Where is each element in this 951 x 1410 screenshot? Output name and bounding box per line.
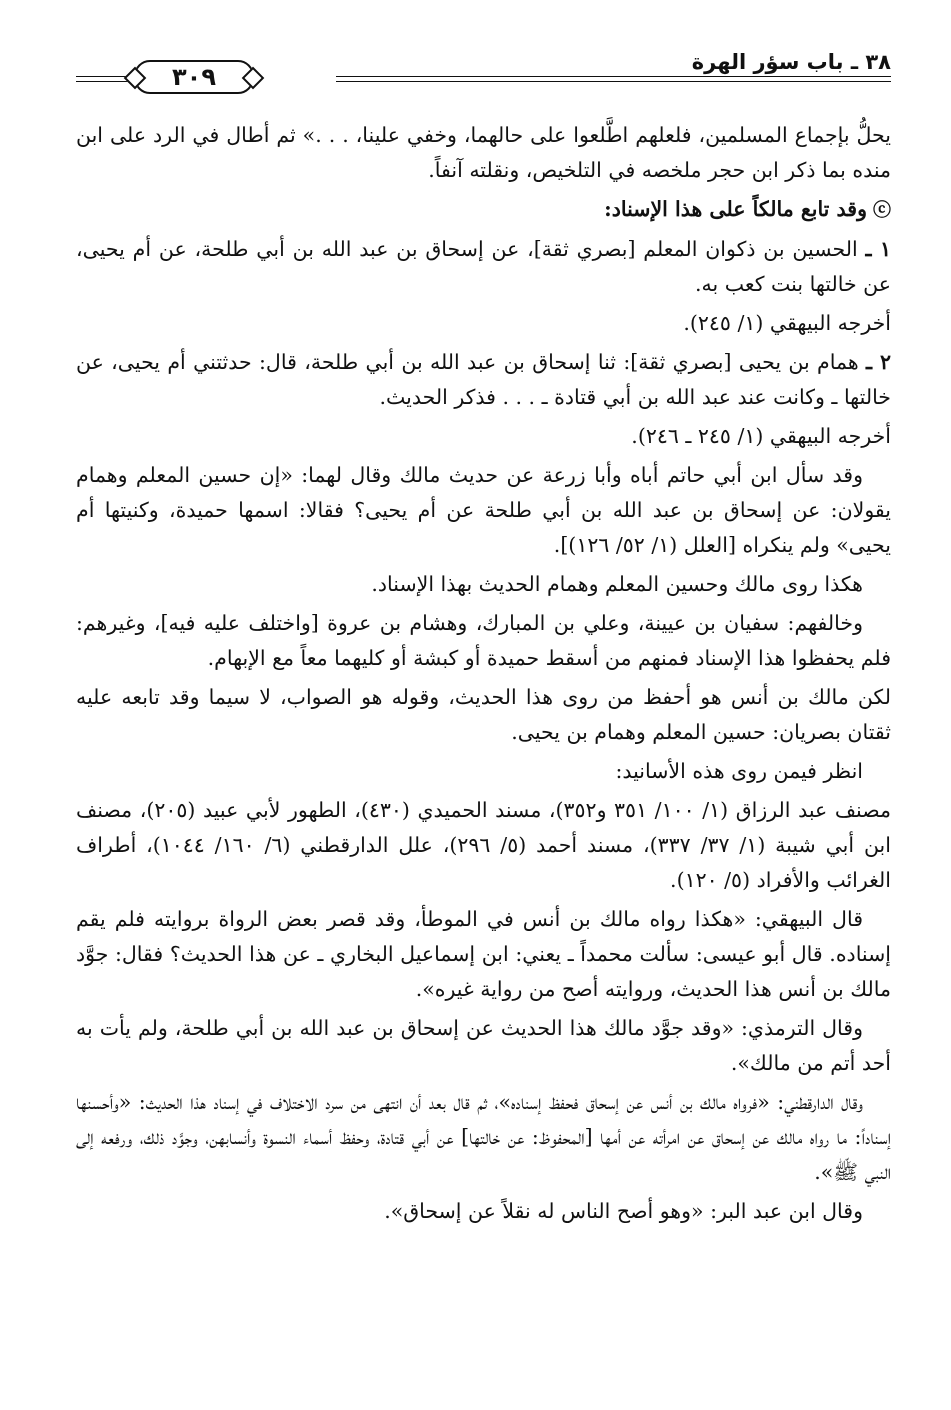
list-item <box>76 232 891 302</box>
header-rule <box>76 76 128 77</box>
paragraph: لكن مالك بن أنس هو أحفظ من روى هذا الحديث، وقوله هو الصواب، لا سيما وقد تابعه عليه ثقتان بصريان: حسين المعلم وهمام بن يحيى. <box>76 685 891 744</box>
item-number: ١ ـ <box>865 237 891 261</box>
paragraph: مصنف عبد الرزاق (١/ ١٠٠/ ٣٥١ و٣٥٢)، مسند الحميدي (٤٣٠)، الطهور لأبي عبيد (٢٠٥)، مصنف ابن أبي شيبة (١/ ٣٧/ ٣٣٧)، مسند أحمد (٥/ ٢٩٦)، علل الدارقطني (٦/ ١٦٠/ ١٠٤٤)، أطراف الغرائب والأفراد (٥/ ١٢٠). <box>76 798 891 892</box>
paragraph: وخالفهم: سفيان بن عيينة، وعلي بن المبارك، وهشام بن عروة [واختلف عليه فيه]، وغيرهم: فلم يحفظوا هذا الإسناد فمنهم من أسقط حميدة أو كبشة أو كليهما معاً مع الإبهام. <box>76 611 891 670</box>
paragraph: وقال الترمذي: «وقد جوَّد مالك هذا الحديث عن إسحاق بن عبد الله بن أبي طلحة، ولم يأت به أحد أتم من مالك». <box>76 1016 891 1075</box>
book-page <box>76 40 891 1400</box>
paragraph: يحلُّ بإجماع المسلمين، فلعلهم اطَّلعوا على حالهما، وخفي علينا، . . .» ثم أطال في الرد على ابن منده بما ذكر ابن حجر ملخصه في التلخيص، ونقلته آنفاً. <box>76 123 891 182</box>
paragraph: انظر فيمن روى هذه الأسانيد: <box>615 759 863 783</box>
section-heading <box>76 192 891 228</box>
heading-text: وقد تابع مالكاً على هذا الإسناد: <box>604 197 867 221</box>
source-citation: أخرجه البيهقي (١/ ٢٤٥ ـ ٢٤٦). <box>631 424 891 448</box>
paragraph: وقال ابن عبد البر: «وهو أصح الناس له نقلاً عن إسحاق». <box>384 1199 863 1223</box>
page-body <box>76 118 891 1229</box>
item-number: ٢ ـ <box>866 350 891 374</box>
paragraph: هكذا روى مالك وحسين المعلم وهمام الحديث بهذا الإسناد. <box>371 572 863 596</box>
paragraph: وقال الدارقطني: «فرواه مالك بن أنس عن إسحاق فحفظ إسناده»، ثم قال بعد أن انتهى من سرد الاختلاف في إسناد هذا الحديث: «وأحسنها إسناداً: ما رواه مالك عن إسحاق عن امرأته عن أمها [المحفوظ: عن خالتها] عن أبي قتادة، وحفظ أسماء النسوة وأنسابهن، وجوَّد ذلك، ورفعه إلى النبي ﷺ». <box>76 1090 891 1184</box>
header-rule <box>76 81 128 82</box>
source-citation: أخرجه البيهقي (١/ ٢٤٥). <box>683 311 891 335</box>
chapter-title: ٣٨ ـ باب سؤر الهرة <box>691 50 891 74</box>
header-rule <box>336 81 891 82</box>
item-text: الحسين بن ذكوان المعلم [بصري ثقة]، عن إسحاق بن عبد الله بن أبي طلحة، عن أم يحيى، عن خالتها بنت كعب به. <box>76 237 891 296</box>
list-item <box>76 345 891 415</box>
page-number: ٣٠٩ <box>134 60 254 94</box>
header-rule <box>336 76 891 77</box>
page-header <box>76 40 891 96</box>
paragraph: قال البيهقي: «هكذا رواه مالك بن أنس في الموطأ، وقد قصر بعض الرواة بروايته فلم يقم إسناده. قال أبو عيسى: سألت محمداً ـ يعني: ابن إسماعيل البخاري ـ عن هذا الحديث؟ فقال: جوَّد مالك بن أنس هذا الحديث، وروايته أصح من رواية غيره». <box>76 907 891 1001</box>
paragraph: وقد سأل ابن أبي حاتم أباه وأبا زرعة عن حديث مالك وقال لهما: «إن حسين المعلم وهمام يقولان: عن إسحاق بن عبد الله بن أبي طلحة عن أم يحيى؟ فقالا: اسمها حميدة، وكنيتها أم يحيى» ولم ينكراه [العلل (١/ ٥٢/ ١٢٦)]. <box>76 463 891 557</box>
heading-bullet-icon: ⓒ <box>873 200 891 221</box>
item-text: همام بن يحيى [بصري ثقة]: ثنا إسحاق بن عبد الله بن أبي طلحة، قال: حدثتني أم يحيى، عن خالتها ـ وكانت عند عبد الله بن أبي قتادة ـ . . . فذكر الحديث. <box>76 350 891 409</box>
